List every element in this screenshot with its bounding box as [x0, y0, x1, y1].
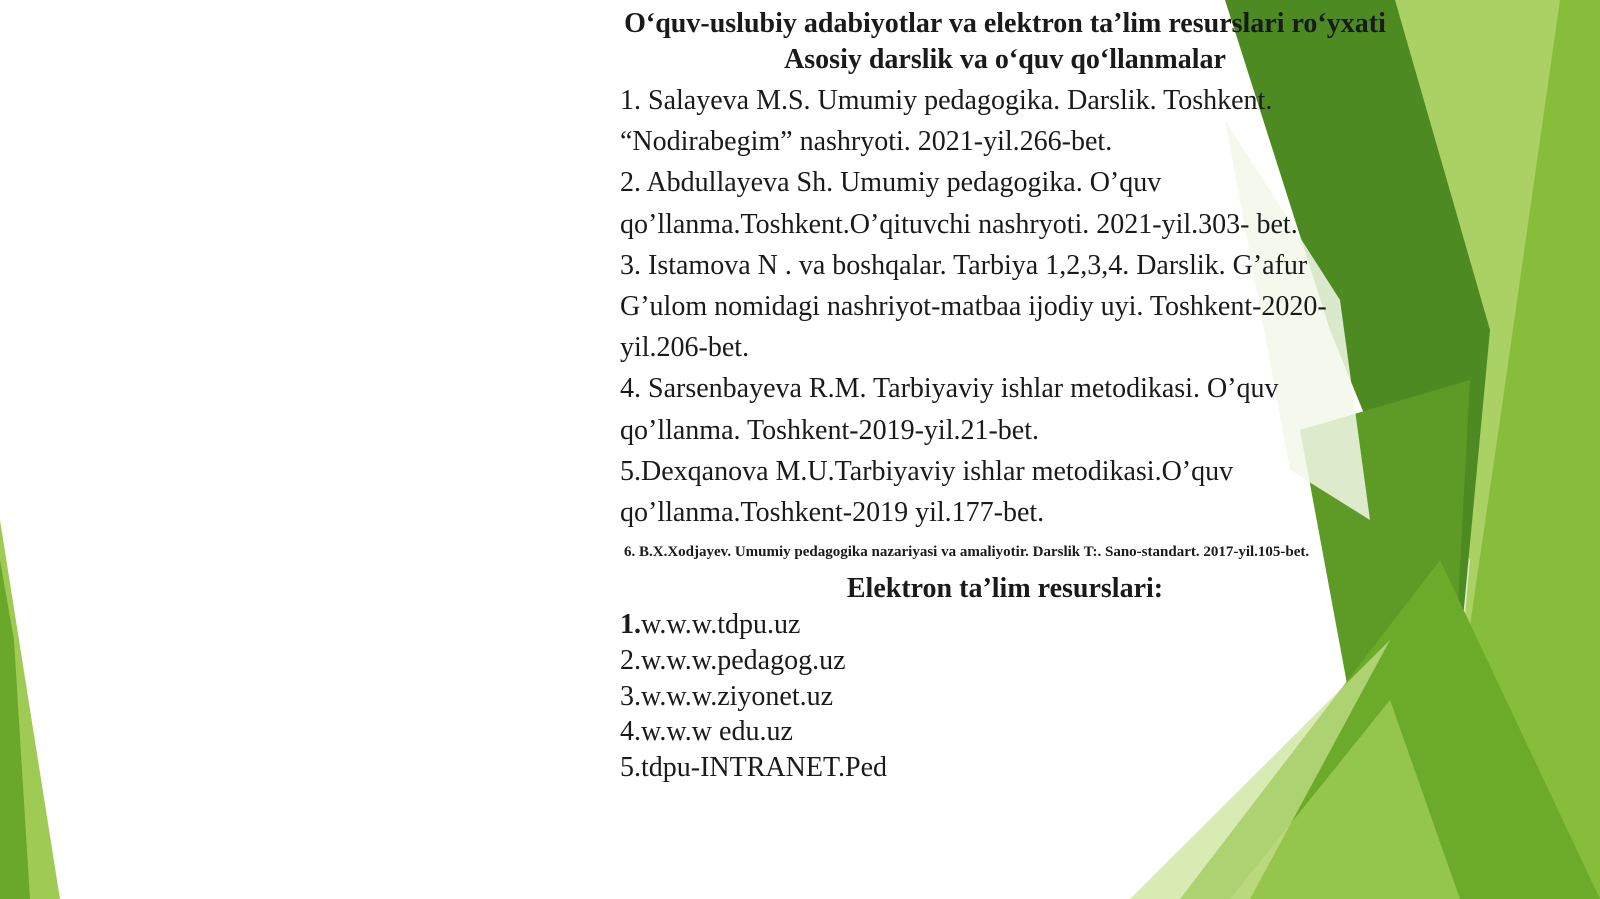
resource-item: 4.w.w.w edu.uz — [620, 716, 793, 748]
slide-content — [620, 6, 1390, 786]
resource-link: w.w.w.tdpu.uz — [641, 609, 801, 641]
resource-item: 3.w.w.w.ziyonet.uz — [620, 680, 834, 712]
book-item: 2. Abdullayeva Sh. Umumiy pedagogika. O’quv qo’llanma.Toshkent.O’qituvchi nashryoti. 2021-yil.303- bet. — [620, 167, 1298, 240]
resource-number: 1. — [620, 609, 641, 641]
resource-list — [620, 607, 1390, 786]
section-heading-books: Asosiy darslik va o‘quv qo‘llanmalar — [784, 44, 1226, 75]
book-item: 4. Sarsenbayeva R.M. Tarbiyaviy ishlar metodikasi. O’quv qo’llanma. Toshkent-2019-yil.21-bet. — [620, 373, 1279, 446]
slide-title: O‘quv-uslubiy adabiyotlar va elektron ta’lim resurslari ro‘yxati — [624, 8, 1386, 39]
book-item: 1. Salayeva M.S. Umumiy pedagogika. Darslik. Toshkent. “Nodirabegim” nashryoti. 2021-yil.266-bet. — [620, 85, 1273, 158]
book-item: 5.Dexqanova M.U.Tarbiyaviy ishlar metodikasi.O’quv qo’llanma.Toshkent-2019 yil.177-bet. — [620, 455, 1234, 529]
resource-item: 5.tdpu-INTRANET.Ped — [620, 752, 887, 784]
book-item-small: 6. B.X.Xodjayev. Umumiy pedagogika nazariyasi va amaliyotir. Darslik T:. Sano-standart. 2017-yil.105-bet. — [624, 544, 1310, 561]
book-item: 3. Istamova N . va boshqalar. Tarbiya 1,2,3,4. Darslik. G’afur G’ulom nomidagi nashriyot-matbaa ijodiy uyi. Toshkent-2020-yil.206-bet. — [620, 249, 1327, 364]
resource-item: 2.w.w.w.pedagog.uz — [620, 644, 846, 676]
book-list — [620, 80, 1390, 571]
resource-item — [620, 607, 1390, 643]
section-heading-resources: Elektron ta’lim resurslari: — [846, 573, 1164, 605]
